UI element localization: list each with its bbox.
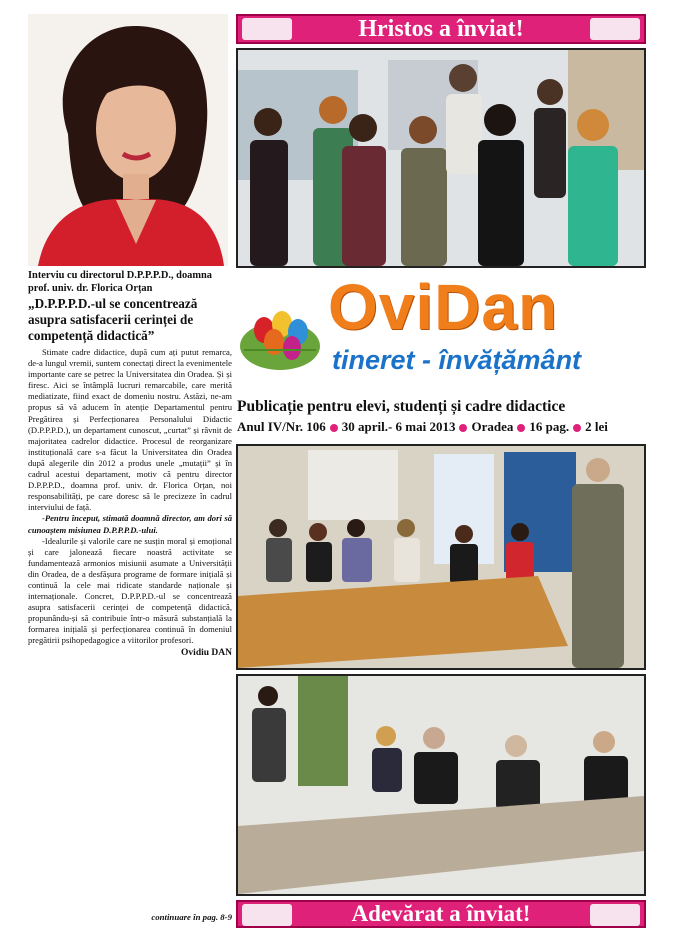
issue-price: 2 lei xyxy=(585,419,608,434)
continuation-note: continuare în pag. 8-9 xyxy=(151,912,232,922)
separator-dot-icon xyxy=(459,424,467,432)
issue-info xyxy=(237,419,649,435)
issue-city: Oradea xyxy=(471,419,514,434)
flower-decoration-icon xyxy=(242,18,292,40)
banner-bottom xyxy=(236,900,646,928)
group-photo-illustration xyxy=(238,50,644,266)
interview-article xyxy=(28,270,232,659)
issue-pages: 16 pag. xyxy=(529,419,570,434)
conference-photo-illustration xyxy=(238,446,644,668)
masthead-logo: OviDan xyxy=(328,271,559,343)
issue-number: Anul IV/Nr. 106 xyxy=(237,419,326,434)
portrait-illustration xyxy=(28,14,228,266)
easter-eggs-illustration xyxy=(238,280,322,374)
article-headline: „D.P.P.P.D.-ul se concentrează asupra satisfacerii cerinței de competență didactică” xyxy=(28,296,198,343)
flower-decoration-icon xyxy=(590,904,640,926)
separator-dot-icon xyxy=(330,424,338,432)
publication-subtitle: Publicație pentru elevi, studenți și cadre didactice xyxy=(237,398,566,415)
easter-eggs-icon xyxy=(238,280,322,374)
separator-dot-icon xyxy=(517,424,525,432)
article-question: -Pentru început, stimată doamnă director, am dori să cunoaștem misiunea D.P.P.P.D.-ului. xyxy=(28,513,232,535)
conference-photo xyxy=(236,444,646,670)
separator-dot-icon xyxy=(573,424,581,432)
article-kicker: Interviu cu directorul D.P.P.P.D., doamna prof. univ. dr. Florica Orțan xyxy=(28,270,212,294)
group-photo xyxy=(236,48,646,268)
banner-bottom-text: Adevărat a înviat! xyxy=(351,901,531,926)
panel-photo-illustration xyxy=(238,676,644,894)
article-answer: -Idealurile și valorile care ne susțin moral și emoțional și care jalonează fiecare noastră activitate se fundamentează armonios misiunii asumate a Universității din Oradea, de a desfășura programe de formare inițială și continuă la cele mai ridicate standarde naționale și internaționale. Concret, D.P.P.P.D.-ul se concentrează asupra satisfacerii cerinței de competență didactică, propunându-și să contribuie într-o măsură substanțială la formarea inițială și perfecționarea continuă în domeniul pregătirii psihopedagogice a viitorilor profesori. xyxy=(28,535,232,646)
portrait-photo xyxy=(28,14,228,266)
article-paragraph: Stimate cadre didactice, după cum ați putut remarca, de-a lungul vremii, suntem conectați direct la evenimentele importante care se petrec la Universitatea din Oradea. Și și firesc. Aici se întâmplă lucruri remarcabile, care merită mediatizate, fiind exact de domeniu nostru. Astăzi, ne-am propus să vă aducem în atenție Departamentul pentru Pregătirea și Perfecționarea Personalului Didactic (D.P.P.P.D.), un departament cunoscut, „curtat” și râvnit de majoritatea cadrelor didactice. Procesul de reorganizare instituțională care s-a făcut la Universitatea din Oradea după alegerile din 2012 a produs unele „mutații” și în cadrul acestui departament, motiv că pentru director D.P.P.P.D., doamna prof. univ. dr. Florica Orțan, noi responsabilități, pe care doresc să le precizeze în cadrul interviului de față. xyxy=(28,347,232,513)
issue-dates: 30 april.- 6 mai 2013 xyxy=(341,419,456,434)
masthead-tagline: tineret - învățământ xyxy=(332,345,582,375)
banner-top xyxy=(236,14,646,44)
panel-photo xyxy=(236,674,646,896)
flower-decoration-icon xyxy=(590,18,640,40)
article-author: Ovidiu DAN xyxy=(181,647,232,658)
flower-decoration-icon xyxy=(242,904,292,926)
banner-top-text: Hristos a înviat! xyxy=(358,15,524,42)
